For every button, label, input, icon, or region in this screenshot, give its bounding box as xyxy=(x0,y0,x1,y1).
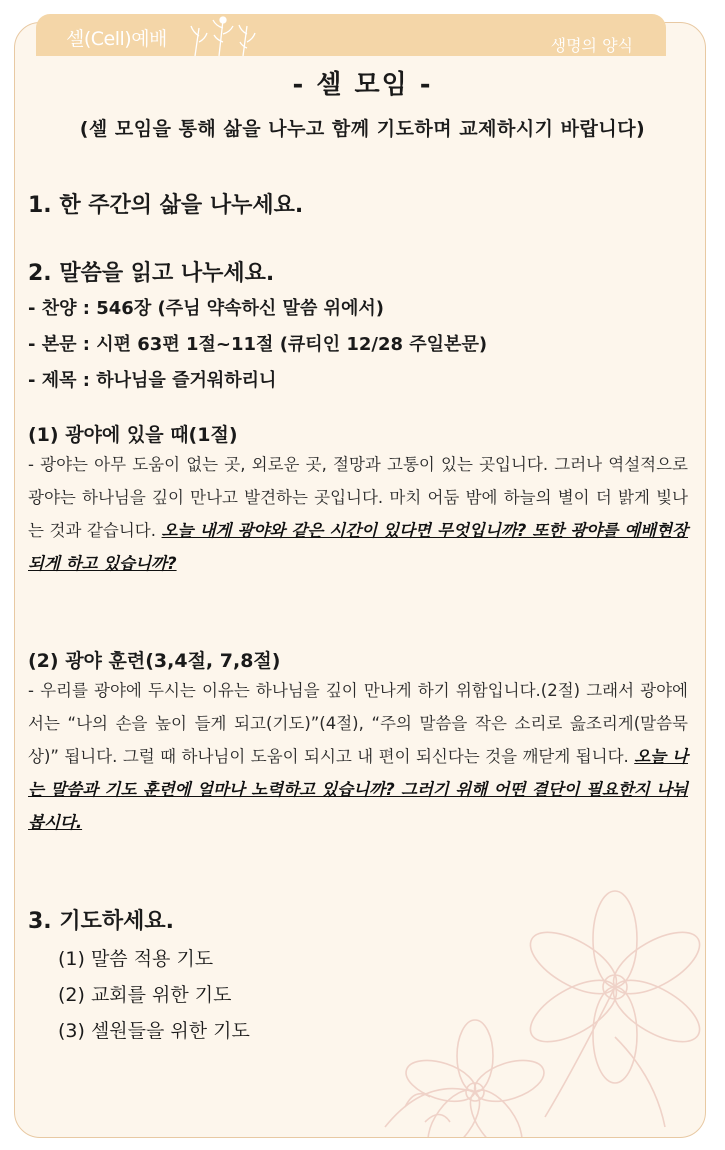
header-left-label: 셀(Cell)예배 xyxy=(66,28,167,50)
page-title: - 셀 모임 - xyxy=(292,70,433,100)
point1-heading: (1) 광야에 있을 때(1절) xyxy=(28,424,238,446)
point1-text: - 광야는 아무 도움이 없는 곳, 외로운 곳, 절망과 고통이 있는 곳입니다. 그러나 역설적으로 광야는 하나님을 깊이 만나고 발견하는 곳입니다. 마치 어둠 밤에 하늘의 별이 더 밝게 빛나는 것과 같습니다. xyxy=(28,455,688,540)
point2-text: - 우리를 광야에 두시는 이유는 하나님을 깊이 만나게 하기 위함입니다.(2절) 그래서 광야에서는 “나의 손을 높이 들게 되고(기도)”(4절), “주의 말씀을 작은 소리로 읊조리게(말씀묵상)” 됩니다. 그럴 때 하나님이 도움이 되시고 내 편이 되신다는 것을 깨닫게 됩니다. xyxy=(28,681,688,766)
herb-decoration-icon xyxy=(185,14,265,58)
point2-heading: (2) 광야 훈련(3,4절, 7,8절) xyxy=(28,650,281,672)
page-subtitle: (셀 모임을 통해 삶을 나누고 함께 기도하며 교제하시기 바랍니다) xyxy=(79,118,646,140)
section2-heading: 2. 말씀을 읽고 나누세요. xyxy=(28,261,275,286)
point1-paragraph xyxy=(28,448,688,580)
flower-decoration xyxy=(365,877,705,1137)
prayer-item: (2) 교회를 위한 기도 xyxy=(58,984,232,1006)
point2-question: 오늘 나는 말씀과 기도 훈련에 얼마나 노력하고 있습니까? 그러기 위해 어떤 결단이 필요한지 나눠봅시다. xyxy=(28,747,688,832)
point1-question: 오늘 내게 광야와 같은 시간이 있다면 무엇입니까? 또한 광야를 예배현장 되게 하고 있습니까? xyxy=(28,521,688,573)
section1-heading: 1. 한 주간의 삶을 나누세요. xyxy=(28,193,304,218)
header-right-label: 생명의 양식 xyxy=(550,36,633,55)
point2-paragraph xyxy=(28,674,688,839)
hymn-line: - 찬양 : 546장 (주님 약속하신 말씀 위에서) xyxy=(28,298,384,319)
prayer-item: (3) 셀원들을 위한 기도 xyxy=(58,1020,250,1042)
passage-line: - 본문 : 시편 63편 1절~11절 (큐티인 12/28 주일본문) xyxy=(28,334,488,355)
topic-line: - 제목 : 하나님을 즐거워하리니 xyxy=(28,370,277,391)
prayer-item: (1) 말씀 적용 기도 xyxy=(58,948,214,970)
section3-heading: 3. 기도하세요. xyxy=(28,909,174,934)
